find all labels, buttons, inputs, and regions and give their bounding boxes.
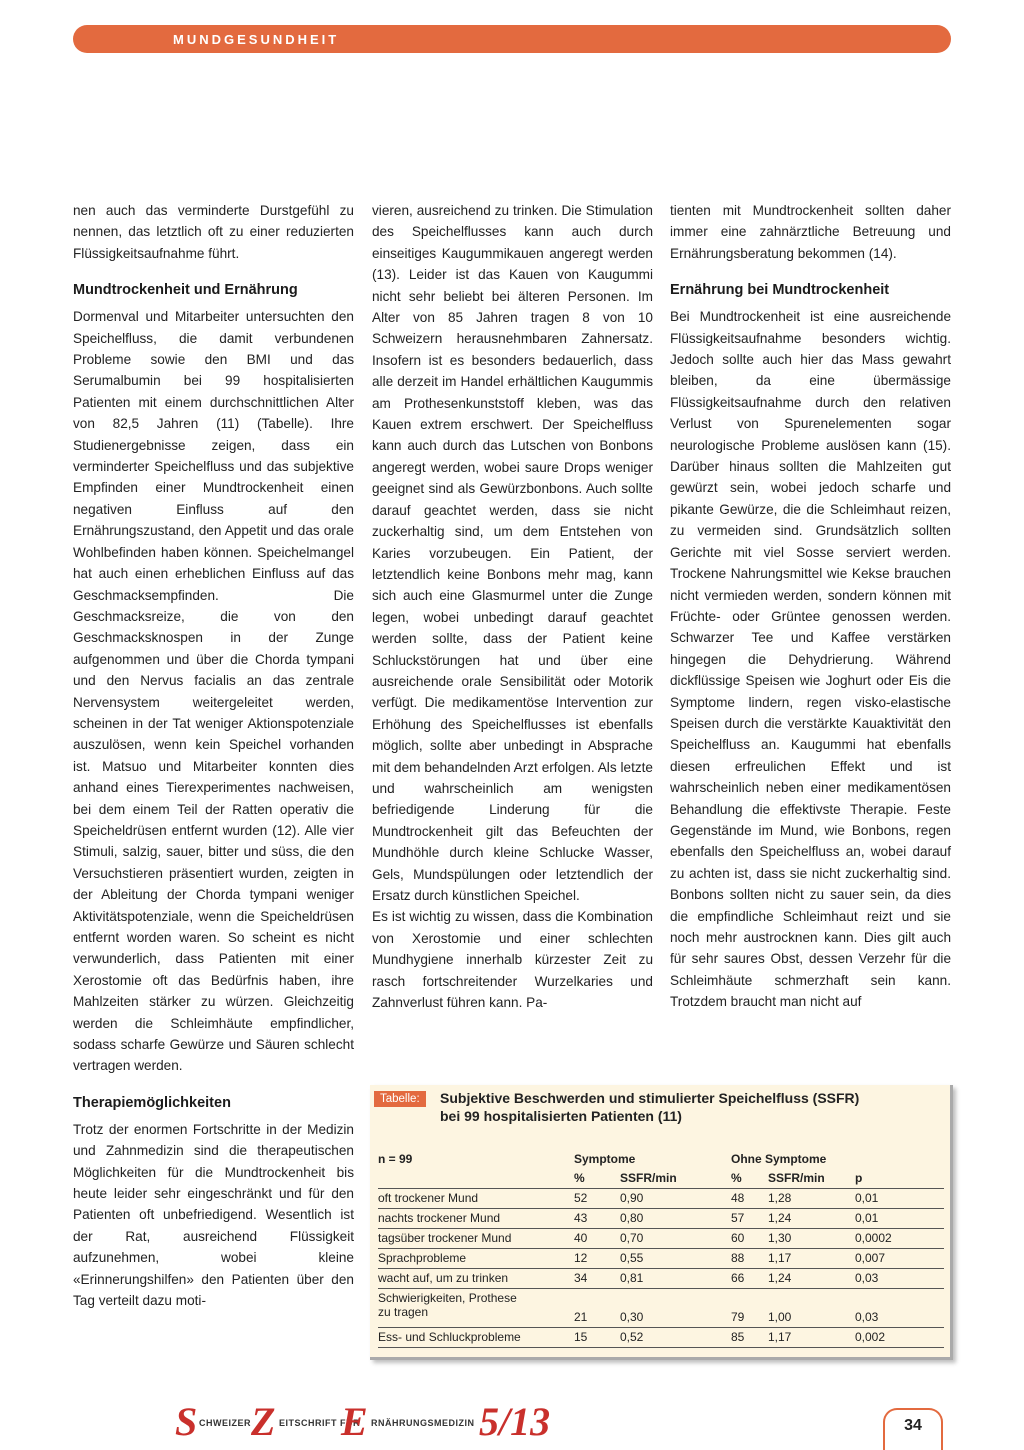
row-p-value: 0,0002	[855, 1231, 892, 1245]
page-number: 34	[883, 1408, 943, 1450]
text-column-1	[73, 200, 354, 1312]
paragraph: Trotz der enormen Fortschritte in der Medizin und Zahnmedizin sind die therapeutischen Möglichkeiten für die Mundtrockenheit bis heute leider sehr eingeschränkt und für den Patienten oft unbefriedigend. Wesentlich ist der Rat, ausreichend Flüssigkeit aufzunehmen, wobei kleine «Erinnerungshilfen» den Patienten über den Tag verteilt dazu moti-	[73, 1121, 354, 1309]
row-p-value: 0,01	[855, 1191, 879, 1205]
table-row	[378, 1269, 944, 1289]
paragraph: vieren, ausreichend zu trinken. Die Stimulation des Speichelflusses kann auch durch einseitiges Kaugummikauen angeregt werden (13). Leider ist das Kauen von Kaugummi nicht sehr beliebt bei älteren Personen. Im Alter von 85 Jahren tragen 8 von 10 Schweizern herausnehmbaren Zahnersatz. Insofern ist es besonders bedauerlich, dass alle derzeit im Handel erhältlichen Kaugummis am Prothesenkunststoff kleben, was das Kauen extrem erschwert. Der Speichelfluss kann auch durch das Lutschen von Bonbons angeregt werden, wobei saure Drops weniger geeignet sind als Gewürzbonbons. Auch sollte darauf geachtet werden, dass sie nicht zuckerhaltig sind, um dem Entstehen von Karies vorzubeugen. Ein Patient, der letztendlich keine Bonbons mehr mag, kann sich auch eine Glasmurmel unter die Zunge legen, wobei unbedingt darauf geachtet werden sollte, dass der Patient keine Schluckstörungen hat und über eine ausreichende orale Sensibilität oder Motorik verfügt. Die medikamentöse Intervention zur Erhöhung des Speichelflusses ist ebenfalls möglich, sollte aber unbedingt in Absprache mit dem behandelnden Arzt erfolgen. Als letzte und wahrscheinlich am wenigsten befriedigende Linderung für die Mundtrockenheit gilt das Befeuchten der Mundhöhle durch kleine Schlucke Wasser, Gels, Mundspülungen oder letztendlich der Ersatz durch künstlichen Speichel.	[372, 203, 653, 903]
row-ssfr-no-symptoms: 1,30	[768, 1231, 792, 1245]
row-p-value: 0,03	[855, 1271, 879, 1285]
row-pct-symptoms: 12	[574, 1251, 588, 1265]
table-header-row	[378, 1150, 944, 1169]
table-title-line-1: Subjektive Beschwerden und stimulierter Speichelfluss (SSFR)	[440, 1090, 860, 1106]
table-n: n = 99	[378, 1152, 413, 1166]
row-ssfr-symptoms: 0,55	[620, 1251, 644, 1265]
table-col-pct-1: %	[574, 1171, 585, 1185]
row-pct-symptoms: 34	[574, 1271, 588, 1285]
data-table	[378, 1150, 944, 1348]
logo-letter-s: S	[175, 1399, 198, 1444]
table-col-pct-2: %	[731, 1171, 742, 1185]
logo-word-3: RNÄHRUNGSMEDIZIN	[371, 1418, 475, 1428]
row-label: oft trockener Mund	[378, 1191, 479, 1205]
table-subheader-row	[378, 1169, 944, 1189]
row-label-line-1: Schwierigkeiten, Prothese	[378, 1291, 517, 1305]
table-row	[378, 1209, 944, 1229]
row-ssfr-symptoms: 0,52	[620, 1330, 644, 1344]
row-pct-no-symptoms: 85	[731, 1330, 745, 1344]
row-label: tagsüber trockener Mund	[378, 1231, 512, 1245]
data-table-box	[370, 1085, 953, 1360]
row-ssfr-symptoms: 0,70	[620, 1231, 644, 1245]
section-header-bar	[73, 25, 951, 53]
row-pct-no-symptoms: 57	[731, 1211, 745, 1225]
row-p-value: 0,002	[855, 1330, 886, 1344]
row-ssfr-no-symptoms: 1,24	[768, 1271, 792, 1285]
paragraph: Bei Mundtrockenheit ist eine ausreichende Flüssigkeitsaufnahme besonders wichtig. Jedoch sollte auch hier das Mass gewahrt bleiben, da eine übermässige Flüssigkeitsaufnahme durch den relativen Verlust von Spurenelementen sogar neurologische Probleme auslösen kann (15). Darüber hinaus sollten die Mahlzeiten gut gewürzt sein, wobei jedoch scharfe und pikante Gewürze, die die Schleimhaut reizen, zu vermeiden sind. Grundsätzlich sollten Gerichte mit viel Sosse serviert werden. Trockene Nahrungsmittel wie Kekse brauchen nicht vermieden werden, sondern können mit Früchte- oder Grüntee genossen werden. Schwarzer Tee und Kaffee verstärken hingegen die Dehydrierung. Während dickflüssige Speisen wie Joghurt oder Eis die Symptome lindern, regen visko-elastische Speisen durch die verstärkte Kauaktivität den Speichelfluss an. Kaugummi hat ebenfalls diesen erfreulichen Effekt und ist wahrscheinlich neben einer medikamentösen Behandlung die effektivste Therapie. Feste Gegenstände im Mund, wie Bonbons, regen ebenfalls den Speichelfluss an, wobei darauf zu achten ist, dass sie nicht zuckerhaltig sind. Bonbons sollten nicht zu sauer sein, da dies die empfindliche Schleimhaut reizt und sie noch mehr austrocknen kann. Dies gilt auch für sehr saures Obst, dessen Verzehr für die Schleimhäute schmerzhaft sein kann. Trotzdem braucht man nicht auf	[670, 309, 951, 1010]
row-pct-symptoms: 43	[574, 1211, 588, 1225]
row-pct-symptoms: 40	[574, 1231, 588, 1245]
row-pct-no-symptoms: 79	[731, 1310, 745, 1324]
row-pct-symptoms: 21	[574, 1310, 588, 1324]
section-heading: Mundtrockenheit und Ernährung	[73, 282, 298, 299]
paragraph: Dormenval und Mitarbeiter untersuchten den Speichelfluss, die damit verbundenen Probleme sowie den BMI und das Serumalbumin bei 99 hospitalisierten Patienten mit einem durchschnittlichen Alter von 82,5 Jahren (11) (Tabelle). Ihre Studienergebnisse zeigen, dass ein verminderter Speichelfluss und das subjektive Empfinden einer Mundtrockenheit einen negativen Einfluss auf den Ernährungszustand, den Appetit und das orale Wohlbefinden haben können. Speichelmangel hat auch einen erheblichen Einfluss auf das Geschmacksempfinden. Die Geschmacksreize, die von den Geschmacksknospen in der Zunge aufgenommen und über die Chorda tympani und den Nervus facialis an das zentrale Nervensystem weitergeleitet werden, scheinen in der Tat weniger Aktionspotenziale auszulösen, wenn kein Speichel vorhanden ist. Matsuo und Mitarbeiter konnten dies anhand eines Tierexperimentes nachweisen, bei dem einem Teil der Ratten operativ die Speicheldrüsen entfernt wurden (12). Alle vier Stimuli, salzig, sauer, bitter und süss, die den Versuchstieren präsentiert wurden, zeigten in der Ableitung der Chorda tympani weniger Aktivitätspotenziale, wenn die Speicheldrüsen entfernt worden waren. So scheint es nicht verwunderlich, dass Patienten mit einer Xerostomie oft das Bedürfnis haben, ihre Mahlzeiten stärker zu würzen. Gleichzeitig werden die Schleimhäute empfindlicher, sodass scharfe Gewürze und Säuren schlecht vertragen werden.	[73, 309, 354, 1074]
table-col-p: p	[855, 1171, 863, 1185]
row-pct-no-symptoms: 60	[731, 1231, 745, 1245]
row-pct-no-symptoms: 88	[731, 1251, 745, 1265]
paragraph: nen auch das verminderte Durstgefühl zu nennen, das letztlich oft zu einer reduzierten Flüssigkeitsaufnahme führt.	[73, 203, 354, 261]
table-group-symptoms: Symptome	[574, 1152, 636, 1166]
row-pct-no-symptoms: 66	[731, 1271, 745, 1285]
paragraph: tienten mit Mundtrockenheit sollten daher immer eine zahnärztliche Betreuung und Ernährungsberatung bekommen (14).	[670, 203, 951, 261]
row-ssfr-no-symptoms: 1,17	[768, 1251, 792, 1265]
logo-word-2: EITSCHRIFT FÜR	[279, 1418, 360, 1428]
table-label: Tabelle:	[374, 1091, 426, 1107]
table-col-ssfr-2: SSFR/min	[768, 1171, 825, 1185]
row-label: Ess- und Schluckprobleme	[378, 1330, 521, 1344]
row-p-value: 0,03	[855, 1310, 879, 1324]
row-ssfr-symptoms: 0,90	[620, 1191, 644, 1205]
row-label-line-2: zu tragen	[378, 1305, 429, 1319]
paragraph: Es ist wichtig zu wissen, dass die Kombination von Xerostomie und einer schlechten Mundhygiene innerhalb kürzester Zeit zu rasch fortschreitender Wurzelkaries und Zahnverlust führen kann. Pa-	[372, 909, 653, 1011]
table-group-no-symptoms: Ohne Symptome	[731, 1152, 827, 1166]
row-ssfr-symptoms: 0,80	[620, 1211, 644, 1225]
row-label: nachts trockener Mund	[378, 1211, 501, 1225]
logo-letter-z: Z	[251, 1399, 276, 1444]
text-column-2	[372, 200, 653, 1013]
row-label: Sprachprobleme	[378, 1251, 467, 1265]
row-p-value: 0,007	[855, 1251, 886, 1265]
row-pct-symptoms: 15	[574, 1330, 588, 1344]
logo-letter-e: E	[341, 1399, 368, 1444]
section-title: MUNDGESUNDHEIT	[173, 32, 340, 47]
row-ssfr-no-symptoms: 1,17	[768, 1330, 792, 1344]
logo-word-1: CHWEIZER	[199, 1418, 251, 1428]
row-pct-no-symptoms: 48	[731, 1191, 745, 1205]
table-row	[378, 1328, 944, 1348]
row-ssfr-symptoms: 0,30	[620, 1310, 644, 1324]
row-ssfr-no-symptoms: 1,28	[768, 1191, 792, 1205]
table-row	[378, 1229, 944, 1249]
row-p-value: 0,01	[855, 1211, 879, 1225]
table-row	[378, 1249, 944, 1269]
table-row	[378, 1289, 944, 1328]
row-label: wacht auf, um zu trinken	[378, 1271, 509, 1285]
row-ssfr-symptoms: 0,81	[620, 1271, 644, 1285]
table-title-line-2: bei 99 hospitalisierten Patienten (11)	[440, 1108, 682, 1124]
row-label	[378, 1291, 517, 1319]
section-heading: Therapiemöglichkeiten	[73, 1094, 231, 1111]
section-heading: Ernährung bei Mundtrockenheit	[670, 282, 890, 299]
row-ssfr-no-symptoms: 1,24	[768, 1211, 792, 1225]
issue-number: 5/13	[479, 1399, 551, 1444]
table-col-ssfr-1: SSFR/min	[620, 1171, 677, 1185]
table-row	[378, 1189, 944, 1209]
text-column-3	[670, 200, 951, 1013]
row-ssfr-no-symptoms: 1,00	[768, 1310, 792, 1324]
table-title	[440, 1089, 859, 1125]
row-pct-symptoms: 52	[574, 1191, 588, 1205]
table-body	[378, 1189, 944, 1289]
